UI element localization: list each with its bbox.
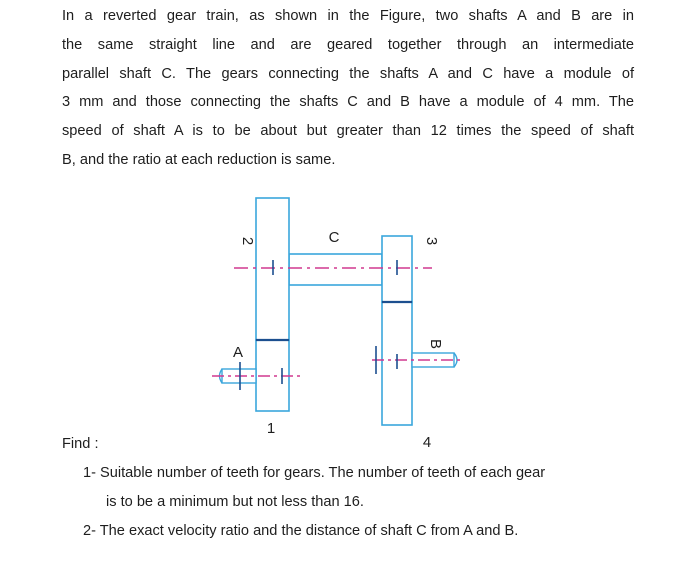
label-shaft-a: A: [232, 344, 244, 361]
label-shaft-c: C: [328, 229, 340, 246]
problem-line-1: In a reverted gear train, as shown in the Figure, two shafts A and B are in: [62, 8, 634, 24]
find-item-1-line-2: is to be a minimum but not less than 16.: [106, 494, 364, 510]
label-gear-2: 2: [239, 236, 256, 246]
label-gear-3: 3: [423, 236, 440, 246]
label-gear-4: 4: [422, 434, 432, 451]
find-heading: Find :: [62, 436, 99, 452]
find-item-1-line-1: 1- Suitable number of teeth for gears. The number of teeth of each gear: [83, 465, 546, 481]
problem-line-5: speed of shaft A is to be about but greater than 12 times the speed of shaft: [62, 123, 634, 140]
label-shaft-b: B: [427, 338, 444, 350]
shaft-c: [289, 254, 382, 285]
label-gear-1: 1: [266, 420, 276, 437]
problem-line-3: parallel shaft C. The gears connecting the shafts A and C have a module of: [62, 65, 634, 82]
problem-line-2: the same straight line and are geared together through an intermediate: [62, 36, 634, 53]
find-list: [83, 459, 643, 546]
find-item-2: 2- The exact velocity ratio and the distance of shaft C from A and B.: [83, 523, 519, 539]
problem-line-4: 3 mm and those connecting the shafts C and B have a module of 4 mm. The: [62, 94, 634, 111]
problem-line-6: B, and the ratio at each reduction is same.: [62, 151, 336, 168]
